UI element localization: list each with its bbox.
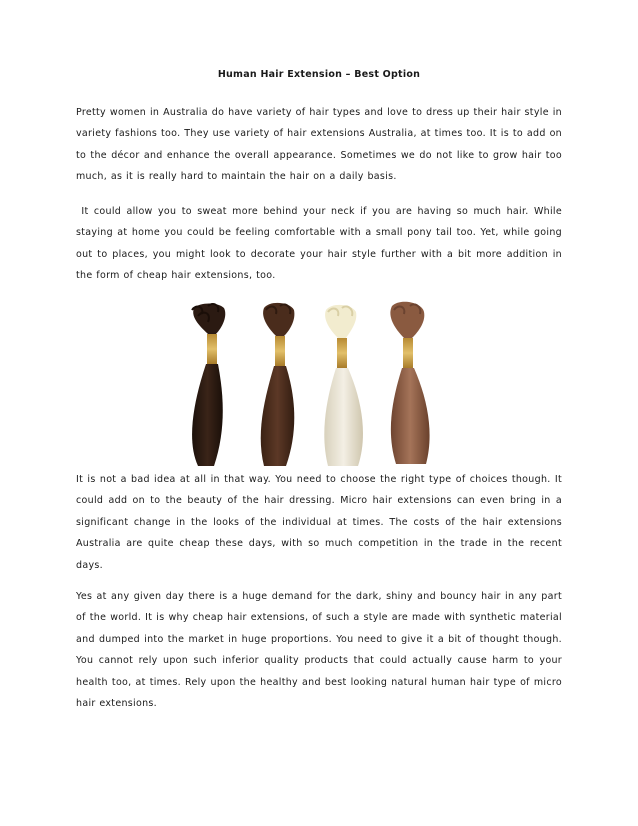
dark-strand [192, 304, 225, 467]
paragraph-2: It could allow you to sweat more behind your neck if you are having so much hair. While staying at home you could be feeling comfortable with a small pony tail too. Yet, while going out to places, you might look to decorate your hair style further with a bit more addition in the form of cheap hair extensions, too. [76, 206, 566, 282]
paragraph-1: Pretty women in Australia do have variety of hair types and love to dress up their hair style in variety fashions too. They use variety of hair extensions Australia, at times too. It is to add on to the décor and enhance the overall appearance. Sometimes we do not like to grow hair too much, as it is really hard to maintain the hair on a daily basis. [76, 107, 562, 183]
hair-extensions-photo [178, 300, 450, 468]
paragraph-3: It is not a bad idea at all in that way. You need to choose the right type of choices though. It could add on to the beauty of the hair dressing. Micro hair extensions can even bring in a significant change in the looks of the individual at times. The costs of the hair extensions Australia are quite cheap these days, with so much competition in the trade in the recent days. [76, 474, 562, 571]
blonde-strand [324, 305, 363, 466]
auburn-strand [390, 302, 429, 464]
brown-strand [261, 303, 295, 466]
paragraph-4: Yes at any given day there is a huge demand for the dark, shiny and bouncy hair in any part of the world. It is why cheap hair extensions, of such a style are made with synthetic material and dumped into the market in huge proportions. You need to give it a bit of thought though. You cannot rely upon such inferior quality products that could actually cause harm to your health too, at times. Rely upon the healthy and best looking natural human hair type of micro hair extensions. [76, 591, 562, 710]
page-title: Human Hair Extension – Best Option [217, 69, 421, 80]
